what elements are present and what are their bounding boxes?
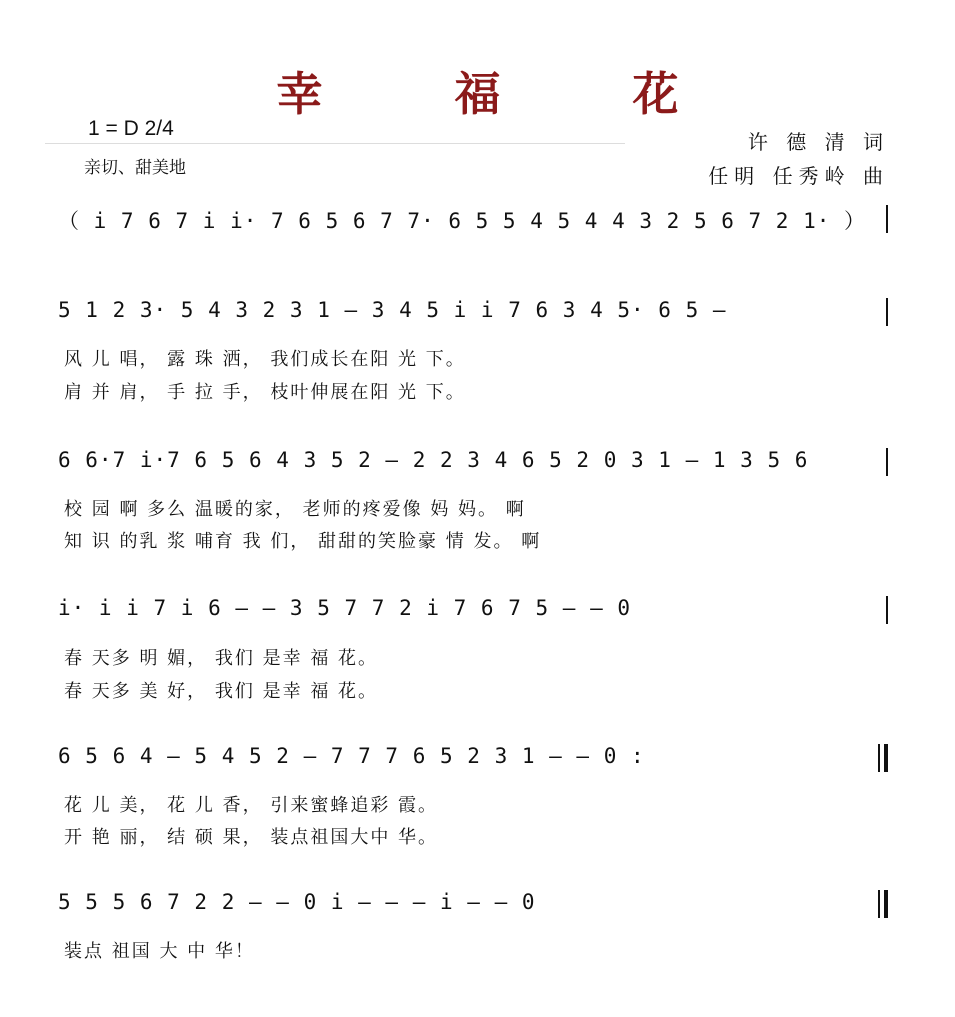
song-title: 幸 福 花 [276, 67, 737, 121]
lyric-line-4b: 春 天多 美 好， 我们 是幸 福 花。 [64, 681, 379, 702]
lyric-line-2a: 风 儿 唱， 露 珠 洒， 我们成长在阳 光 下。 [64, 349, 466, 370]
lyric-line-4a: 春 天多 明 媚， 我们 是幸 福 花。 [64, 648, 379, 669]
repeat-barline-thin [878, 744, 880, 772]
barline [886, 205, 888, 233]
notation-line-6: 5 5 5 6 7 2 2 – – 0 i – – – i – – 0 [58, 890, 536, 914]
final-barline-thick [884, 890, 888, 918]
lyric-line-6: 装点 祖国 大 中 华！ [64, 941, 255, 962]
barline [886, 298, 888, 326]
notation-line-4: i· i i 7 i 6 – – 3 5 7 7 2 i 7 6 7 5 – – 0 [58, 596, 632, 620]
tempo-marking: 亲切、甜美地 [84, 158, 186, 178]
repeat-barline-thick [884, 744, 888, 772]
barline [886, 448, 888, 476]
notation-line-1: （ i 7 6 7 i i· 7 6 5 6 7 7· 6 5 5 4 5 4 4 3 2 5 6 7 2 1· ） [58, 209, 867, 233]
notation-line-3: 6 6·7 i·7 6 5 6 4 3 5 2 – 2 2 3 4 6 5 2 0 3 1 – 1 3 5 6 [58, 448, 809, 472]
composer-credit: 任明 任秀岭 曲 [708, 164, 889, 188]
lyric-line-5b: 开 艳 丽， 结 硕 果， 装点祖国大中 华。 [64, 827, 439, 848]
notation-line-5: 6 5 6 4 – 5 4 5 2 – 7 7 7 6 5 2 3 1 – – 0 : [58, 744, 645, 768]
header-rule [45, 143, 625, 144]
lyric-line-5a: 花 儿 美， 花 儿 香， 引来蜜蜂追彩 霞。 [64, 795, 439, 816]
key-signature: 1 = D 2/4 [88, 117, 174, 140]
lyric-line-3b: 知 识 的乳 浆 哺育 我 们， 甜甜的笑脸豪 情 发。 啊 [64, 531, 542, 552]
barline [886, 596, 888, 624]
lyric-line-3a: 校 园 啊 多么 温暖的家， 老师的疼爱像 妈 妈。 啊 [64, 499, 526, 520]
lyricist-credit: 许 德 清 词 [747, 130, 889, 154]
notation-line-2: 5 1 2 3· 5 4 3 2 3 1 – 3 4 5 i i 7 6 3 4 5· 6 5 – [58, 298, 727, 322]
final-barline-thin [878, 890, 880, 918]
lyric-line-2b: 肩 并 肩， 手 拉 手， 枝叶伸展在阳 光 下。 [64, 382, 466, 403]
